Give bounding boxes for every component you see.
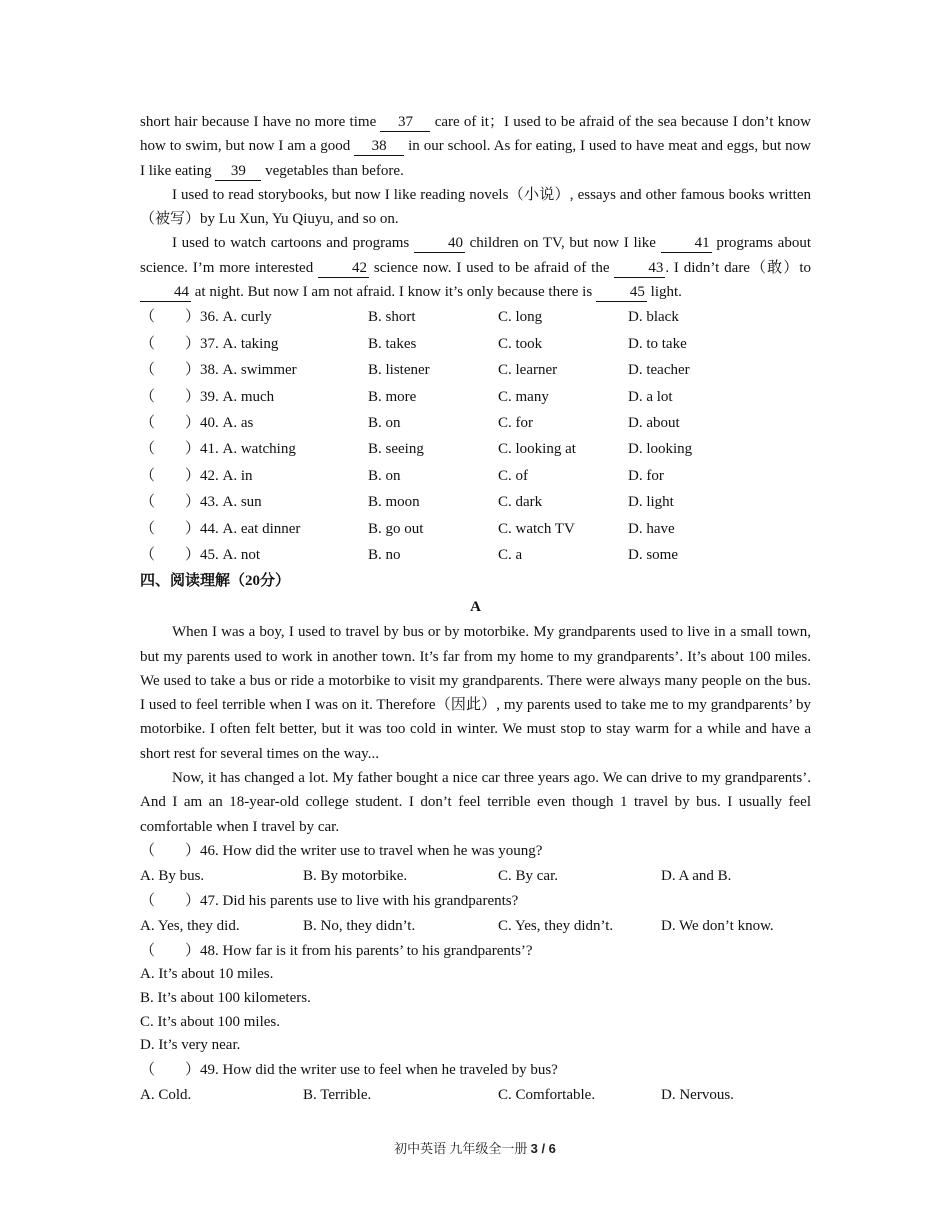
option-c: C. learner: [498, 362, 558, 379]
option-b: B. listener: [368, 362, 430, 379]
reading-paragraph-1: When I was a boy, I used to travel by bus or by motorbike. My grandparents used to live in a small town, but my parents used to work in another town. It’s far from my home to my grandparents’. It’s about 100 miles. We used to take a bus or ride a motorbike to visit my grandparents. There were always many people on the bus. I used to feel terrible when I was on it. Therefore（因此）, my parents used to take me to my grandparents’ by motorbike. I often felt better, but it was too cold in winter. We must stop to stay warm for a while and have a short rest for several times on the way...: [140, 624, 811, 762]
option-c: C. many: [498, 388, 549, 405]
answer-b: B. No, they didn’t.: [303, 917, 416, 934]
text: light.: [646, 284, 682, 301]
text: in our school. As for eating, I used to have meat and eggs, but now I like eating: [140, 138, 812, 179]
answer-d: D. Nervous.: [661, 1086, 734, 1103]
question-47: （ ）47. Did his parents use to live with his grandparents?: [140, 892, 519, 909]
option-b: B. takes: [368, 335, 417, 352]
option-row-45: [140, 542, 811, 568]
option-row-39: [140, 384, 811, 410]
answer-b: B. Terrible.: [303, 1086, 372, 1103]
blank-45: 45: [596, 284, 647, 302]
text: vegetables than before.: [261, 162, 404, 179]
option-row-37: [140, 331, 811, 357]
answer-d: D. It’s very near.: [140, 1037, 241, 1054]
blank-40: 40: [414, 235, 465, 253]
answer-a: A. It’s about 10 miles.: [140, 966, 274, 983]
option-a: （ ）42. A. in: [140, 467, 253, 484]
option-a: （ ）37. A. taking: [140, 335, 279, 352]
answer-c: C. Yes, they didn’t.: [498, 917, 614, 934]
option-d: D. have: [628, 520, 675, 537]
page-footer: [0, 1138, 950, 1157]
question-49: （ ）49. How did the writer use to feel when he traveled by bus?: [140, 1061, 558, 1078]
page-content: [140, 110, 811, 1108]
option-d: D. looking: [628, 441, 693, 458]
option-a: （ ）40. A. as: [140, 414, 254, 431]
cloze-paragraph-2: I used to read storybooks, but now I like reading novels（小说）, essays and other famous books written（被写）by Lu Xun, Yu Qiuyu, and so on.: [140, 186, 811, 228]
text: at night. But now I am not afraid. I know it’s only because there is: [191, 284, 596, 301]
option-c: C. took: [498, 335, 543, 352]
text: . I didn’t dare（敢）to: [665, 259, 812, 276]
answers-47: [140, 914, 811, 939]
option-b: B. seeing: [368, 441, 424, 458]
option-a: （ ）43. A. sun: [140, 494, 262, 511]
option-d: D. some: [628, 546, 678, 563]
option-a: （ ）39. A. much: [140, 388, 275, 405]
option-b: B. on: [368, 414, 401, 431]
blank-41: 41: [661, 235, 712, 253]
option-d: D. a lot: [628, 388, 673, 405]
page-number: 3 / 6: [530, 1141, 556, 1156]
option-d: D. teacher: [628, 362, 690, 379]
option-c: C. looking at: [498, 441, 576, 458]
option-a: （ ）38. A. swimmer: [140, 362, 297, 379]
answers-46: [140, 864, 811, 889]
blank-43: 43: [614, 260, 665, 278]
option-b: B. go out: [368, 520, 424, 537]
answer-b: B. It’s about 100 kilometers.: [140, 989, 311, 1006]
option-row-36: [140, 304, 811, 330]
answers-49: [140, 1083, 811, 1108]
text: programs about science. I’m more interested: [140, 235, 811, 276]
option-row-38: [140, 357, 811, 383]
text: I used to watch cartoons and programs: [172, 235, 414, 252]
option-a: （ ）45. A. not: [140, 546, 261, 563]
answer-a: A. By bus.: [140, 867, 205, 884]
option-row-40: [140, 410, 811, 436]
option-b: B. short: [368, 309, 416, 326]
passage-label: A: [470, 599, 481, 616]
option-c: C. of: [498, 467, 528, 484]
answer-d: D. We don’t know.: [661, 917, 774, 934]
cloze-paragraph-1: [140, 110, 811, 183]
option-a: （ ）44. A. eat dinner: [140, 520, 301, 537]
answer-a: A. Cold.: [140, 1086, 192, 1103]
option-b: B. moon: [368, 494, 420, 511]
blank-38: 38: [354, 138, 404, 156]
option-b: B. no: [368, 546, 401, 563]
answer-a: A. Yes, they did.: [140, 917, 240, 934]
option-c: C. watch TV: [498, 520, 575, 537]
option-row-42: [140, 463, 811, 489]
text: short hair because I have no more time: [140, 114, 381, 130]
option-a: （ ）41. A. watching: [140, 441, 296, 458]
option-d: D. light: [628, 494, 674, 511]
cloze-paragraph-3: [140, 231, 811, 304]
option-row-41: [140, 436, 811, 462]
blank-44: 44: [140, 284, 191, 302]
option-d: D. for: [628, 467, 664, 484]
blank-37: 37: [380, 114, 430, 132]
text: care of it；I used to be afraid of the sea because I don’t know how to swim, but now I am a good: [140, 114, 811, 155]
blank-39: 39: [215, 163, 261, 181]
footer-subject: 初中英语 九年级全一册: [394, 1141, 531, 1156]
answer-c: C. By car.: [498, 867, 558, 884]
option-d: D. about: [628, 414, 680, 431]
option-b: B. on: [368, 467, 401, 484]
option-c: C. for: [498, 414, 533, 431]
answer-d: D. A and B.: [661, 867, 732, 884]
answer-b: B. By motorbike.: [303, 867, 408, 884]
option-a: （ ）36. A. curly: [140, 309, 272, 326]
question-46: （ ）46. How did the writer use to travel when he was young?: [140, 842, 543, 859]
option-c: C. a: [498, 546, 523, 563]
reading-paragraph-2: Now, it has changed a lot. My father bought a nice car three years ago. We can drive to my grandparents’. And I am an 18-year-old college student. I don’t feel terrible even though 1 travel by bus. I usually feel comfortable when I travel by car.: [140, 770, 811, 835]
text: children on TV, but now I like: [464, 235, 661, 252]
answer-c: C. It’s about 100 miles.: [140, 1013, 280, 1030]
section-title: 四、阅读理解（20分）: [140, 573, 291, 590]
answer-c: C. Comfortable.: [498, 1086, 596, 1103]
option-c: C. dark: [498, 494, 543, 511]
option-row-44: [140, 516, 811, 542]
blank-42: 42: [318, 260, 369, 278]
option-d: D. black: [628, 309, 679, 326]
question-48: （ ）48. How far is it from his parents’ to his grandparents’?: [140, 942, 533, 959]
option-d: D. to take: [628, 335, 687, 352]
option-c: C. long: [498, 309, 543, 326]
option-b: B. more: [368, 388, 417, 405]
cloze-options: [140, 304, 811, 568]
text: science now. I used to be afraid of the: [369, 259, 615, 276]
option-row-43: [140, 489, 811, 515]
